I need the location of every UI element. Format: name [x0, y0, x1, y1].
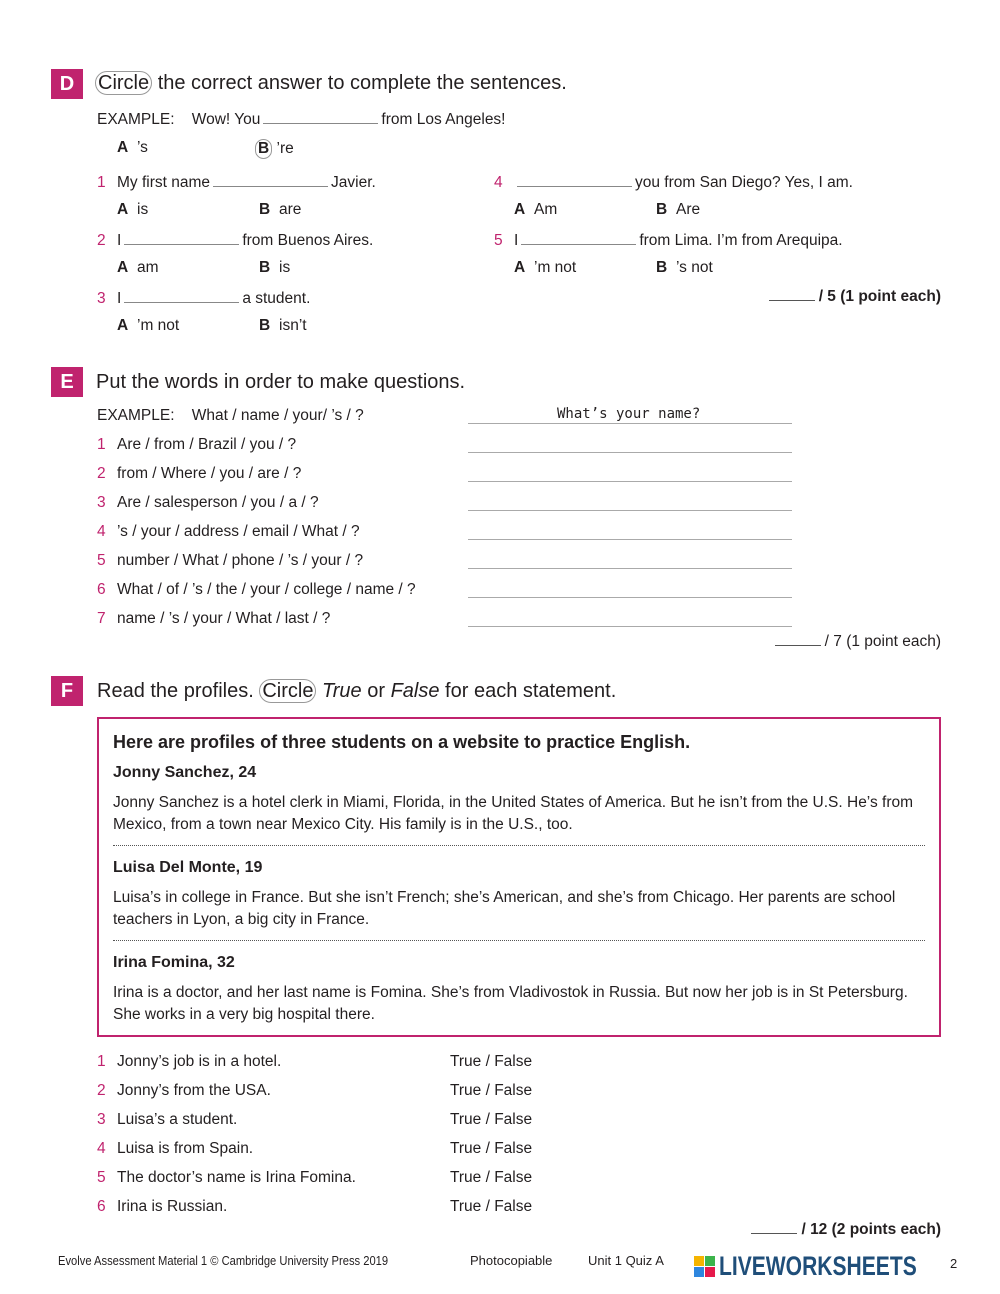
after-text: Javier.: [331, 174, 376, 191]
score-text: / 7 (1 point each): [824, 633, 941, 650]
question-number: 5: [494, 232, 503, 249]
option-b[interactable]: B isn’t: [259, 317, 307, 334]
option-text: am: [137, 259, 159, 276]
statement-3: [97, 1111, 237, 1129]
question-number: 2: [97, 465, 106, 482]
scrambled-words: name / ’s / your / What / last / ?: [117, 610, 331, 627]
statement-text: Irina is Russian.: [117, 1198, 228, 1215]
answer-line[interactable]: [468, 481, 792, 482]
option-text: ’m not: [137, 317, 180, 334]
true-false-choice[interactable]: True / False: [450, 1169, 533, 1186]
scrambled-words: from / Where / you / are / ?: [117, 465, 302, 482]
section-d-title: [95, 72, 567, 95]
question-d-5: [494, 230, 843, 250]
after-text: from Lima. I’m from Arequipa.: [639, 232, 843, 249]
scrambled-words: number / What / phone / ’s / your / ?: [117, 552, 364, 569]
option-a[interactable]: A ’m not: [514, 259, 577, 276]
circle-word: Circle: [259, 679, 316, 703]
text: ’s: [137, 139, 148, 156]
question-number: 2: [97, 232, 106, 249]
section-f-badge: F: [51, 676, 83, 706]
answer-line[interactable]: [468, 539, 792, 540]
answer-line[interactable]: [468, 597, 792, 598]
answer-line[interactable]: [468, 510, 792, 511]
question-number: 1: [97, 436, 106, 453]
option-text: ’m not: [534, 259, 577, 276]
footer-unit: Unit 1 Quiz A: [588, 1253, 664, 1268]
option-a[interactable]: A is: [117, 201, 149, 218]
answer-line[interactable]: [468, 626, 792, 627]
scrambled-words: Are / salesperson / you / a / ?: [117, 494, 319, 511]
example-option-b: B ’re: [255, 139, 294, 159]
question-number: 5: [97, 1169, 106, 1186]
question-e-5: [97, 552, 363, 570]
option-b[interactable]: B ’s not: [656, 259, 713, 276]
title-text: the correct answer to complete the sentences.: [157, 72, 567, 94]
option-text: is: [279, 259, 291, 276]
statement-1: [97, 1053, 281, 1071]
question-number: 4: [494, 174, 503, 191]
question-number: 6: [97, 581, 106, 598]
question-number: 5: [97, 552, 106, 569]
option-b[interactable]: B is: [259, 259, 291, 276]
statement-text: Jonny’s from the USA.: [117, 1082, 271, 1099]
section-e-title: Put the words in order to make questions.: [96, 371, 466, 393]
option-b[interactable]: B are: [259, 201, 302, 218]
score-text: / 12 (2 points each): [801, 1221, 941, 1238]
answer-blank[interactable]: [521, 230, 636, 245]
option-a[interactable]: A am: [117, 259, 159, 276]
profile-name: Irina Fomina, 32: [113, 954, 235, 971]
option-a[interactable]: A ’m not: [117, 317, 180, 334]
example-e: [97, 407, 364, 425]
statement-text: Luisa is from Spain.: [117, 1140, 254, 1157]
end: for each statement.: [445, 680, 617, 702]
or: or: [367, 680, 386, 702]
statement-text: The doctor’s name is Irina Fomina.: [117, 1169, 356, 1186]
question-number: 4: [97, 523, 106, 540]
profile-text: Jonny Sanchez is a hotel clerk in Miami, Florida, in the United States of America. But he isn’t from the U.S. He’s from Mexico, from a town near Mexico City. His family is in the U.S., too.: [113, 794, 914, 833]
section-e-score: [775, 633, 941, 651]
option-b[interactable]: B Are: [656, 201, 701, 218]
circle-word: Circle: [95, 71, 152, 95]
statement-text: Jonny’s job is in a hotel.: [117, 1053, 282, 1070]
option-text: ’s not: [676, 259, 713, 276]
section-d-badge: D: [51, 69, 83, 99]
option-text: Are: [676, 201, 701, 218]
question-number: 1: [97, 174, 106, 191]
divider: [113, 940, 925, 941]
before-text: My first name: [117, 174, 211, 191]
option-text: are: [279, 201, 302, 218]
statement-5: [97, 1169, 356, 1187]
question-e-7: [97, 610, 330, 628]
scrambled-words: Are / from / Brazil / you / ?: [117, 436, 297, 453]
question-d-2: [97, 230, 373, 250]
answer-blank[interactable]: [517, 172, 632, 187]
before-text: I: [117, 290, 122, 307]
answer-line[interactable]: [468, 452, 792, 453]
box-title: Here are profiles of three students on a website to practice English.: [113, 732, 691, 752]
true-false-choice[interactable]: True / False: [450, 1140, 533, 1157]
answer-blank[interactable]: [124, 230, 239, 245]
profile-name: Jonny Sanchez, 24: [113, 764, 257, 781]
true-false-choice[interactable]: True / False: [450, 1111, 533, 1128]
example-answer-line: [468, 423, 792, 424]
words: What / name / your/ ’s / ?: [191, 407, 364, 424]
footer-photocopiable: Photocopiable: [470, 1253, 553, 1268]
question-e-4: [97, 523, 360, 541]
true-false-choice[interactable]: True / False: [450, 1198, 533, 1215]
answer-blank[interactable]: [213, 172, 328, 187]
false-word: False: [390, 680, 440, 702]
true-false-choice[interactable]: True / False: [450, 1082, 533, 1099]
statement-2: [97, 1082, 271, 1100]
before-text: I: [514, 232, 519, 249]
question-e-1: [97, 436, 296, 454]
option-text: isn’t: [279, 317, 307, 334]
profile-text: Luisa’s in college in France. But she isn’t French; she’s American, and she’s from Chicago. Her parents are school teachers in Lyon, a big city in France.: [113, 889, 896, 928]
label: EXAMPLE:: [97, 407, 175, 424]
after-text: from Buenos Aires.: [242, 232, 374, 249]
section-e-badge: E: [51, 367, 83, 397]
statement-6: [97, 1198, 227, 1216]
divider: [113, 845, 925, 846]
question-d-1: [97, 172, 376, 192]
true-word: True: [322, 680, 362, 702]
option-text: Am: [534, 201, 558, 218]
statement-text: Luisa’s a student.: [117, 1111, 238, 1128]
score-text: / 5 (1 point each): [818, 288, 941, 305]
section-f-score: [751, 1221, 941, 1239]
question-number: 7: [97, 610, 106, 627]
liveworksheets-logo[interactable]: LIVEWORKSHEETS: [719, 1251, 917, 1281]
question-d-3: [97, 288, 310, 308]
answer-blank[interactable]: [124, 288, 239, 303]
before-text: I: [117, 232, 122, 249]
profile-text: Irina is a doctor, and her last name is Fomina. She’s from Vladivostok in Russia. But now her job is in St Petersburg. She works in a very big hospital there.: [113, 984, 908, 1023]
footer-copyright: Evolve Assessment Material 1 © Cambridge University Press 2019: [58, 1253, 389, 1268]
label: EXAMPLE:: [97, 111, 175, 128]
question-number: 1: [97, 1053, 106, 1070]
option-text: is: [137, 201, 149, 218]
page-number: 2: [950, 1256, 958, 1271]
true-false-choice[interactable]: True / False: [450, 1053, 533, 1070]
question-number: 2: [97, 1082, 106, 1099]
liveworksheets-logo-icon: [694, 1256, 716, 1278]
question-number: 6: [97, 1198, 106, 1215]
question-d-4: [494, 172, 853, 192]
profile-name: Luisa Del Monte, 19: [113, 859, 263, 876]
after: from Los Angeles!: [381, 111, 506, 128]
text: ’re: [276, 140, 294, 157]
section-d-score: [769, 288, 941, 306]
example-d: [97, 109, 506, 129]
blank: [263, 109, 378, 124]
profiles-box: [97, 717, 941, 1037]
answer-line[interactable]: [468, 568, 792, 569]
before: Wow! You: [191, 111, 261, 128]
after-text: you from San Diego? Yes, I am.: [635, 174, 853, 191]
example-answer: What’s your name?: [557, 406, 701, 422]
scrambled-words: What / of / ’s / the / your / college / name / ?: [117, 581, 416, 598]
statement-4: [97, 1140, 253, 1158]
question-e-2: [97, 465, 301, 483]
question-number: 3: [97, 494, 106, 511]
section-f-title: [97, 680, 616, 703]
question-number: 3: [97, 1111, 106, 1128]
question-number: 4: [97, 1140, 106, 1157]
question-e-6: [97, 581, 416, 599]
option-a[interactable]: A Am: [514, 201, 558, 218]
question-e-3: [97, 494, 319, 512]
question-number: 3: [97, 290, 106, 307]
t1: Read the profiles.: [97, 680, 254, 702]
example-option-a: A ’s: [117, 139, 148, 156]
scrambled-words: ’s / your / address / email / What / ?: [117, 523, 360, 540]
after-text: a student.: [242, 290, 311, 307]
